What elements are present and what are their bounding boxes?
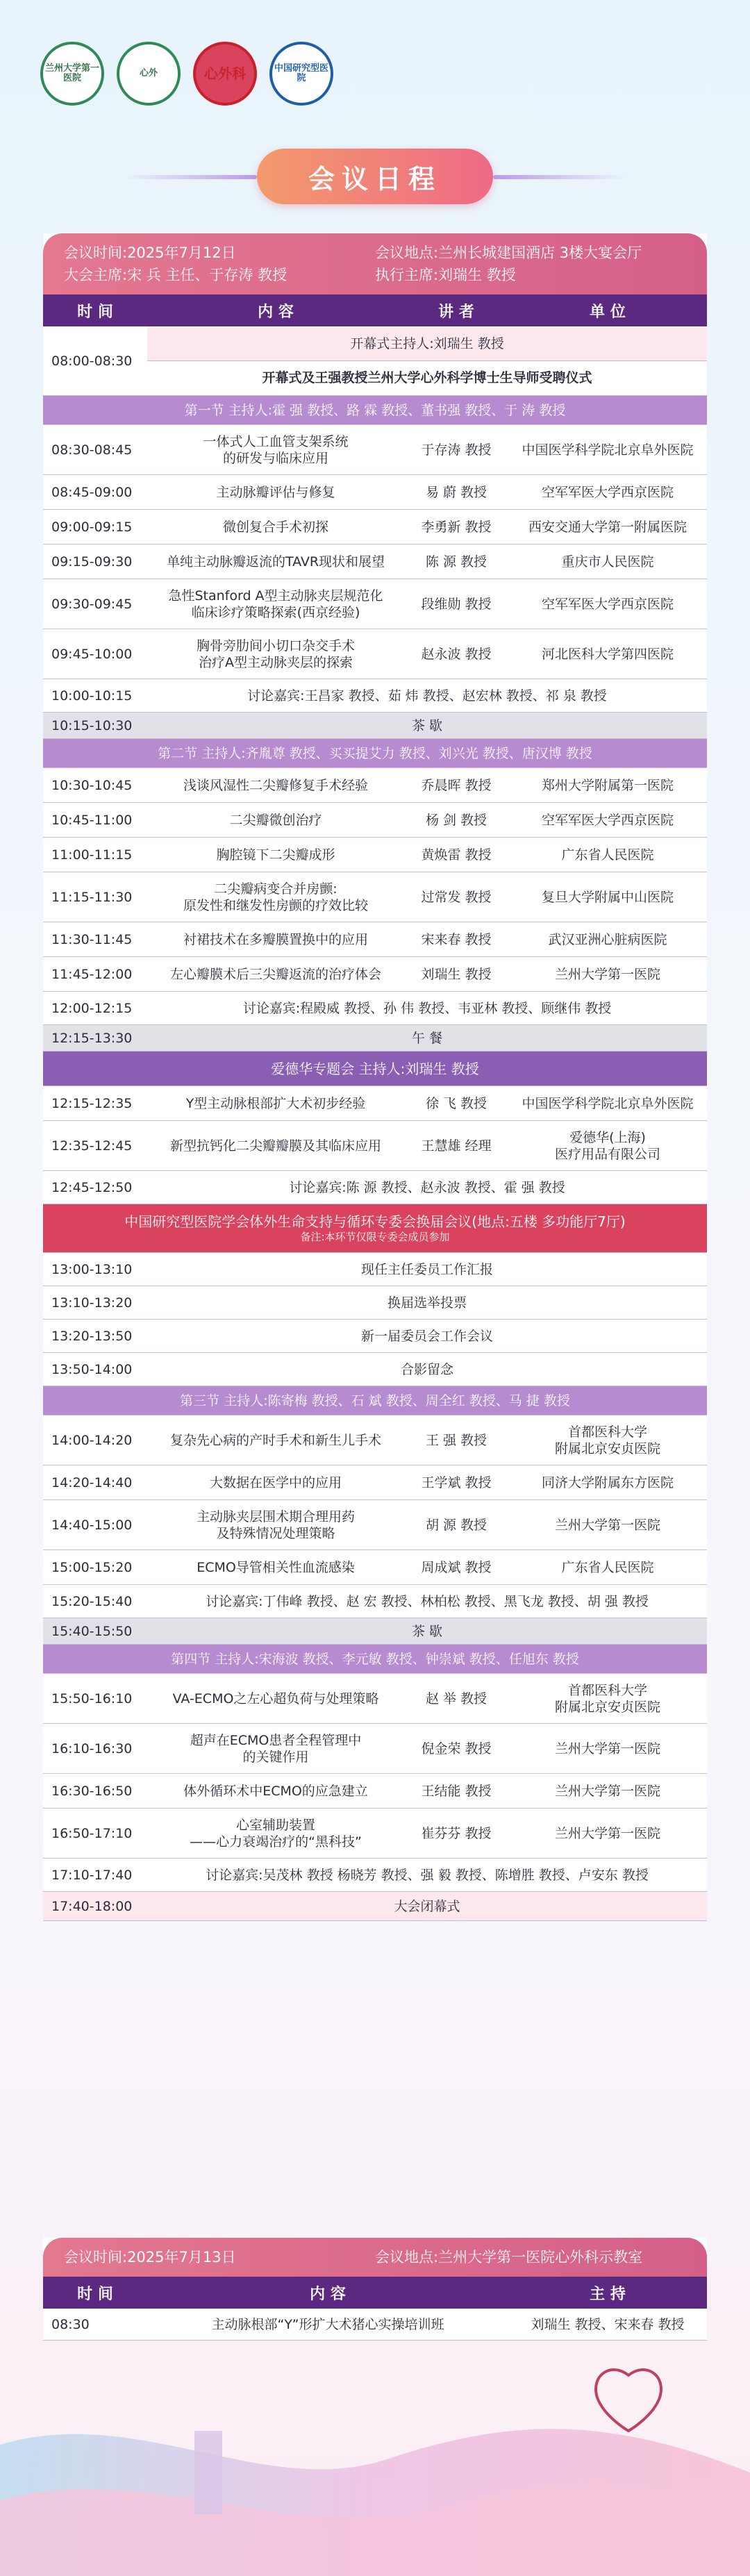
department-logo: 心外: [117, 42, 181, 106]
row-text: 讨论嘉宾:陈 源 教授、赵永波 教授、霍 强 教授: [289, 1179, 565, 1195]
row-time: 10:15-10:30: [51, 717, 133, 733]
row-topic: 超声在ECMO患者全程管理中 的关键作用: [190, 1732, 362, 1765]
row-unit: 河北医科大学第四医院: [541, 646, 674, 662]
row-speaker: 李勇新 教授: [421, 519, 492, 535]
heart-icon: [596, 2370, 661, 2431]
table-row: [43, 1086, 707, 1121]
meeting-banner-title: 中国研究型医院学会体外生命支持与循环专委会换届会议(地点:五楼 多功能厅7厅): [124, 1213, 626, 1230]
opening-content: [147, 327, 707, 394]
table-row: [43, 1121, 707, 1171]
row-topic: 单纯主动脉瓣返流的TAVR现状和展望: [166, 554, 385, 570]
row-time: 15:20-15:40: [51, 1593, 133, 1609]
table-row: [43, 803, 707, 838]
table-row: [43, 1674, 707, 1724]
row-unit: 兰州大学第一医院: [554, 1740, 660, 1756]
row-speaker: 过常发 教授: [421, 889, 492, 905]
title-line-right: [493, 175, 625, 179]
row-unit: 首都医科大学 附属北京安贞医院: [554, 1682, 660, 1715]
table-row: [43, 579, 707, 629]
list-item: [43, 1859, 707, 1892]
session-header: 第四节 主持人:宋海波 教授、李元敏 教授、钟崇斌 教授、任旭东 教授: [43, 1645, 707, 1674]
tower-icon: [194, 2431, 222, 2514]
row-speaker: 段维勋 教授: [421, 596, 492, 612]
row-time: 15:40-15:50: [51, 1623, 133, 1639]
row-time: 13:50-14:00: [51, 1361, 133, 1377]
row-unit: 同济大学附属东方医院: [541, 1474, 674, 1490]
row-time: 16:30-16:50: [51, 1783, 133, 1799]
row-topic: 衬裙技术在多瓣膜置换中的应用: [183, 931, 368, 947]
row-topic: 体外循环术中ECMO的应急建立: [183, 1783, 368, 1799]
day2-header: [43, 2277, 707, 2309]
row-topic: 左心瓣膜术后三尖瓣返流的治疗体会: [169, 966, 381, 982]
row-text: 讨论嘉宾:王昌家 教授、茹 炜 教授、赵宏林 教授、祁 泉 教授: [247, 688, 607, 704]
row-speaker: 赵 举 教授: [425, 1690, 488, 1706]
row-text: 合影留念: [400, 1361, 453, 1377]
row-speaker: 王学斌 教授: [421, 1474, 492, 1490]
row-speaker: 于存涛 教授: [421, 442, 492, 458]
header-topic: 内 容: [310, 2285, 346, 2303]
row-unit: 空军军医大学西京医院: [541, 484, 674, 500]
list-item: [43, 992, 707, 1025]
break-row: [43, 1618, 707, 1645]
row-unit: 中国医学科学院北京阜外医院: [522, 1095, 694, 1111]
row-speaker: 易 蔚 教授: [425, 484, 488, 500]
list-item: [43, 1320, 707, 1353]
table-row: [43, 1415, 707, 1465]
row-unit: 空军军医大学西京医院: [541, 812, 674, 828]
title-banner: [0, 149, 750, 204]
row-speaker: 倪金荣 教授: [421, 1740, 492, 1756]
row-time: 12:00-12:15: [51, 1000, 133, 1016]
header-time: 时 间: [77, 303, 113, 321]
row-time: 14:40-15:00: [51, 1517, 133, 1533]
opening-ceremony: 开幕式及王强教授兰州大学心外科学博士生导师受聘仪式: [262, 370, 592, 385]
row-unit: 兰州大学第一医院: [554, 1825, 660, 1841]
bottom-decoration: [0, 2320, 750, 2576]
break-row: [43, 1025, 707, 1052]
header-host: 主 持: [590, 2285, 626, 2303]
row-time: 16:10-16:30: [51, 1740, 133, 1756]
row-time: 08:45-09:00: [51, 484, 133, 500]
row-topic: 二尖瓣微创治疗: [229, 812, 322, 828]
row-speaker: 乔晨晖 教授: [421, 777, 492, 793]
row-unit: 兰州大学第一医院: [554, 966, 660, 982]
row-topic: 浅谈风湿性二尖瓣修复手术经验: [183, 777, 368, 793]
table-row: [43, 1500, 707, 1550]
table-row: [43, 425, 707, 475]
row-unit: 爱德华(上海) 医疗用品有限公司: [554, 1129, 660, 1162]
row-time: 12:15-13:30: [51, 1030, 133, 1046]
opening-host: 开幕式主持人:刘瑞生 教授: [147, 327, 707, 361]
list-item: [43, 1585, 707, 1618]
row-unit: 兰州大学第一医院: [554, 1517, 660, 1533]
row-text: 茶 歇: [411, 717, 443, 733]
row-time: 14:00-14:20: [51, 1432, 133, 1448]
list-item: [43, 1253, 707, 1286]
table-row: [43, 838, 707, 872]
day1-header: [43, 294, 707, 326]
row-unit: 首都医科大学 附属北京安贞医院: [554, 1424, 660, 1456]
list-item: [43, 1353, 707, 1386]
row-text: 讨论嘉宾:程殿威 教授、孙 伟 教授、韦亚林 教授、顾继伟 教授: [242, 1000, 612, 1016]
session-header: 爱德华专题会 主持人:刘瑞生 教授: [43, 1052, 707, 1086]
row-unit: 兰州大学第一医院: [554, 1783, 660, 1799]
row-unit: 郑州大学附属第一医院: [541, 777, 674, 793]
row-speaker: 崔芬芬 教授: [421, 1825, 492, 1841]
row-time: 08:00-08:30: [51, 353, 133, 369]
row-unit: 空军军医大学西京医院: [541, 596, 674, 612]
row-time: 11:30-11:45: [51, 931, 133, 947]
break-row: [43, 713, 707, 739]
row-topic: 新型抗钙化二尖瓣瓣膜及其临床应用: [169, 1138, 381, 1154]
row-time: 13:00-13:10: [51, 1261, 133, 1277]
table-row: [43, 872, 707, 922]
row-unit: 广东省人民医院: [561, 1559, 654, 1575]
table-row: [43, 510, 707, 545]
row-speaker: 赵永波 教授: [421, 646, 492, 662]
list-item: [43, 1171, 707, 1204]
row-topic: 微创复合手术初探: [222, 519, 328, 535]
row-topic: 主动脉夹层围术期合理用药 及特殊情况处理策略: [196, 1509, 355, 1541]
row-time: 10:30-10:45: [51, 777, 133, 793]
row-topic: 大数据在医学中的应用: [209, 1474, 342, 1490]
day1-schedule: [43, 233, 707, 1921]
row-topic: 心室辅助装置 ——心力衰竭治疗的“黑科技”: [190, 1817, 362, 1850]
row-text: 讨论嘉宾:丁伟峰 教授、赵 宏 教授、林柏松 教授、黑飞龙 教授、胡 强 教授: [206, 1593, 649, 1609]
list-item: [43, 1286, 707, 1320]
row-host: 刘瑞生 教授、宋来春 教授: [531, 2316, 685, 2332]
header-unit: 单 位: [590, 303, 626, 321]
logo-row: [40, 42, 333, 106]
table-row: [43, 629, 707, 679]
header-speaker: 讲 者: [438, 303, 474, 321]
row-speaker: 黄焕雷 教授: [421, 847, 492, 863]
row-speaker: 刘瑞生 教授: [421, 966, 492, 982]
row-time: 11:45-12:00: [51, 966, 133, 982]
row-speaker: 杨 剑 教授: [425, 812, 488, 828]
row-topic: ECMO导管相关性血流感染: [197, 1559, 355, 1575]
row-topic: 胸骨旁肋间小切口杂交手术 治疗A型主动脉夹层的探索: [196, 638, 355, 670]
row-speaker: 王 强 教授: [425, 1432, 488, 1448]
row-topic: 主动脉瓣评估与修复: [216, 484, 335, 500]
meeting-banner: [43, 1204, 707, 1253]
row-time: 10:45-11:00: [51, 812, 133, 828]
hospital-logo: 兰州大学第一医院: [40, 42, 104, 106]
row-time: 15:50-16:10: [51, 1690, 133, 1706]
row-time: 14:20-14:40: [51, 1474, 133, 1490]
day2-time: 会议时间:2025年7月13日: [64, 2249, 236, 2266]
row-topic: 二尖瓣病变合并房颤: 原发性和继发性房颤的疗效比较: [183, 881, 368, 913]
row-text: 换届选举投票: [387, 1295, 467, 1311]
header-topic: 内 容: [258, 303, 294, 321]
row-time: 09:30-09:45: [51, 596, 133, 612]
row-speaker: 徐 飞 教授: [425, 1095, 488, 1111]
association-logo: 中国研究型医院: [269, 42, 333, 106]
day1-place: 会议地点:兰州长城建国酒店 3楼大宴会厅: [375, 244, 642, 261]
row-topic: 一体式人工血管支架系统 的研发与临床应用: [203, 433, 349, 466]
row-text: 讨论嘉宾:吴茂林 教授 杨晓芳 教授、强 毅 教授、陈增胜 教授、卢安东 教授: [206, 1867, 649, 1883]
row-unit: 重庆市人民医院: [561, 554, 654, 570]
row-topic: VA-ECMO之左心超负荷与处理策略: [172, 1690, 379, 1706]
session-header: 第三节 主持人:陈寄梅 教授、石 斌 教授、周全红 教授、马 捷 教授: [43, 1386, 707, 1415]
row-text: 茶 歇: [411, 1623, 443, 1639]
heart-surgery-logo: 心外科: [193, 42, 257, 106]
row-topic: 主动脉根部“Y”形扩大术猪心实操培训班: [211, 2316, 444, 2332]
row-topic: Y型主动脉根部扩大术初步经验: [185, 1095, 366, 1111]
row-time: 15:00-15:20: [51, 1559, 133, 1575]
row-text: 大会闭幕式: [394, 1898, 460, 1914]
row-speaker: 陈 源 教授: [425, 554, 488, 570]
row-time: 12:45-12:50: [51, 1179, 133, 1195]
row-unit: 中国医学科学院北京阜外医院: [522, 442, 694, 458]
row-time: 13:10-13:20: [51, 1295, 133, 1311]
row-text: 现任主任委员工作汇报: [360, 1261, 493, 1277]
row-time: 08:30: [51, 2316, 90, 2332]
row-speaker: 王结能 教授: [421, 1783, 492, 1799]
row-speaker: 周成斌 教授: [421, 1559, 492, 1575]
row-topic: 复杂先心病的产时手术和新生儿手术: [169, 1432, 381, 1448]
header-time: 时 间: [77, 2285, 113, 2303]
table-row: [43, 957, 707, 992]
list-item: [43, 1892, 707, 1921]
day2-info: [43, 2238, 707, 2277]
day1-exec: 执行主席:刘瑞生 教授: [375, 267, 516, 283]
row-unit: 广东省人民医院: [561, 847, 654, 863]
row-topic: 胸腔镜下二尖瓣成形: [216, 847, 335, 863]
row-time: 17:40-18:00: [51, 1898, 133, 1914]
row-unit: 西安交通大学第一附属医院: [528, 519, 687, 535]
row-time: 09:00-09:15: [51, 519, 133, 535]
table-row: [43, 1809, 707, 1859]
table-row: [43, 922, 707, 957]
row-time: 12:15-12:35: [51, 1095, 133, 1111]
row-speaker: 胡 源 教授: [425, 1517, 488, 1533]
row-speaker: 宋来春 教授: [421, 931, 492, 947]
day1-info: [43, 233, 707, 294]
table-row: [43, 1465, 707, 1500]
row-text: 新一届委员会工作会议: [360, 1328, 493, 1344]
day2-place: 会议地点:兰州大学第一医院心外科示教室: [375, 2249, 643, 2266]
list-item: [43, 679, 707, 713]
row-time: 13:20-13:50: [51, 1328, 133, 1344]
row-time: 08:30-08:45: [51, 442, 133, 458]
row-time: 10:00-10:15: [51, 688, 133, 704]
table-row: [43, 768, 707, 803]
row-unit: 复旦大学附属中山医院: [541, 889, 674, 905]
row-time: 17:10-17:40: [51, 1867, 133, 1883]
session-header: 第二节 主持人:齐胤尊 教授、买买提艾力 教授、刘兴光 教授、唐汉博 教授: [43, 739, 707, 768]
day1-time: 会议时间:2025年7月12日: [64, 244, 236, 261]
table-row: [43, 1724, 707, 1774]
table-row: [43, 1550, 707, 1585]
opening-row: [43, 326, 707, 396]
row-time: 11:15-11:30: [51, 889, 133, 905]
table-row: [43, 545, 707, 579]
table-row: [43, 1774, 707, 1809]
day1-chair: 大会主席:宋 兵 主任、于存涛 教授: [64, 267, 288, 283]
row-time: 16:50-17:10: [51, 1825, 133, 1841]
row-time: 09:45-10:00: [51, 646, 133, 662]
row-time: 09:15-09:30: [51, 554, 133, 570]
row-time: 12:35-12:45: [51, 1138, 133, 1154]
row-text: 午 餐: [411, 1030, 443, 1046]
meeting-banner-note: 备注:本环节仅限专委会成员参加: [300, 1230, 450, 1243]
page-title: 会议日程: [257, 149, 493, 204]
session-header: 第一节 主持人:霍 强 教授、路 霖 教授、董书强 教授、于 涛 教授: [43, 396, 707, 425]
row-unit: 武汉亚洲心脏病医院: [548, 931, 667, 947]
row-speaker: 王慧雄 经理: [421, 1138, 492, 1154]
day1-rows: [43, 326, 707, 1921]
row-time: 11:00-11:15: [51, 847, 133, 863]
row-topic: 急性Stanford A型主动脉夹层规范化 临床诊疗策略探索(西京经验): [168, 588, 383, 620]
table-row: [43, 475, 707, 510]
title-line-left: [125, 175, 257, 179]
